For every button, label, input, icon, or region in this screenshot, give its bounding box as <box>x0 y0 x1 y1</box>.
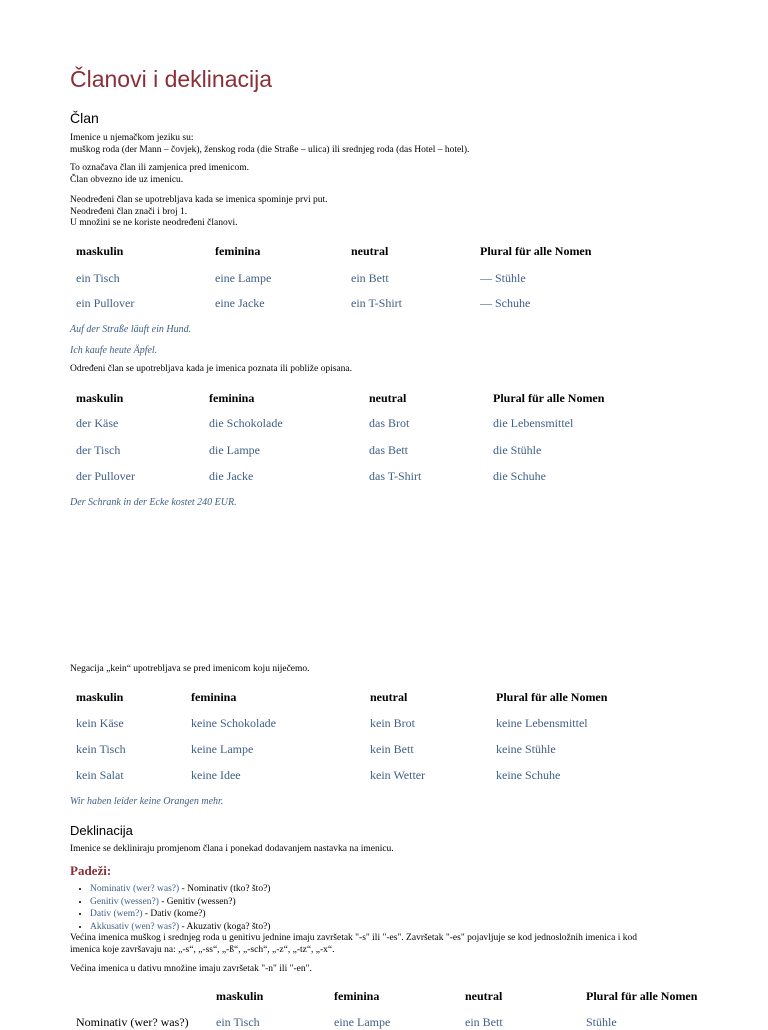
header-maskulin: maskulin <box>76 391 124 405</box>
table-cell: kein Salat <box>76 768 124 782</box>
header-feminina: feminina <box>191 690 237 704</box>
indefinite-paragraph <box>70 195 327 230</box>
table-cell: eine Lampe <box>215 271 272 285</box>
indefinite-line: Neodređeni član znači i broj 1. <box>70 206 188 217</box>
intro-line: Imenice u njemačkom jeziku su: <box>70 133 194 143</box>
example-sentence: Auf der Straße läuft ein Hund. <box>70 324 192 335</box>
negation-intro: Negacija „kein“ upotrebljava se pred imenicom koju niječemo. <box>70 664 310 674</box>
example-sentence: Der Schrank in der Ecke kostet 240 EUR. <box>70 497 237 508</box>
table-cell: Stühle <box>586 1015 617 1029</box>
table-cell: ein Pullover <box>76 296 135 310</box>
header-plural: Plural für alle Nomen <box>586 989 698 1003</box>
header-plural: Plural für alle Nomen <box>496 690 608 704</box>
table-cell: — Stühle <box>480 271 526 285</box>
article-line: To označava član ili zamjenica pred imenicom. <box>70 163 249 173</box>
table-cell: das Brot <box>369 416 410 430</box>
table-cell: ein Bett <box>465 1015 503 1029</box>
header-feminina: feminina <box>334 989 380 1003</box>
table-cell: ein Bett <box>351 271 389 285</box>
header-plural: Plural für alle Nomen <box>480 244 592 258</box>
table-cell: der Käse <box>76 416 119 430</box>
table-cell: die Lampe <box>209 443 260 457</box>
table-cell: ein T-Shirt <box>351 296 403 310</box>
header-neutral: neutral <box>370 690 408 704</box>
indefinite-line: Neodređeni član se upotrebljava kada se imenica spominje prvi put. <box>70 195 328 205</box>
intro-paragraph <box>70 133 469 156</box>
table-cell: der Tisch <box>76 443 121 457</box>
genitive-paragraph <box>70 933 637 956</box>
article-line: Član obvezno ide uz imenicu. <box>70 174 184 185</box>
cases-list <box>72 883 270 933</box>
table-cell: die Lebensmittel <box>493 416 574 430</box>
article-paragraph <box>70 163 249 186</box>
dative-plural-paragraph: Većina imenica u dativu množine imaju završetak "-n" ili "-en". <box>70 964 312 974</box>
table-cell: eine Jacke <box>215 296 265 310</box>
table-cell: keine Lebensmittel <box>496 716 588 730</box>
table-cell: Nominativ (wer? was?) <box>76 1015 189 1029</box>
declension-intro: Imenice se dekliniraju promjenom člana i ponekad dodavanjem nastavka na imenicu. <box>70 844 394 854</box>
header-plural: Plural für alle Nomen <box>493 391 605 405</box>
header-maskulin: maskulin <box>76 244 124 258</box>
example-sentence: Wir haben leider keine Orangen mehr. <box>70 796 224 807</box>
table-cell: ein Tisch <box>216 1015 260 1029</box>
intro-line: muškog roda (der Mann – čovjek), ženskog roda (die Straße – ulica) ili srednjeg roda (das Hotel – hotel). <box>70 144 470 155</box>
page-title: Članovi i deklinacija <box>70 66 272 92</box>
section-heading-clan: Član <box>70 110 99 126</box>
table-cell: kein Tisch <box>76 742 126 756</box>
list-item: • Nominativ (wer? was?) - Nominativ (tko? što?) <box>90 883 270 896</box>
table-cell: keine Lampe <box>191 742 254 756</box>
indefinite-line: U množini se ne koriste neodređeni članovi. <box>70 218 238 228</box>
table-cell: keine Schokolade <box>191 716 276 730</box>
header-maskulin: maskulin <box>76 690 124 704</box>
cases-heading: Padeži: <box>70 863 112 878</box>
section-heading-deklinacija: Deklinacija <box>70 823 133 838</box>
list-item: • Dativ (wem?) - Dativ (kome?) <box>90 908 270 921</box>
table-cell: kein Brot <box>370 716 415 730</box>
table-cell: der Pullover <box>76 469 135 483</box>
table-cell: ein Tisch <box>76 271 120 285</box>
genitive-line: Većina imenica muškog i srednjeg roda u genitivu jednine imaju završetak "-s" ili "-es". Završetak "-es" pojavljuje se kod jednosložnih imenica i kod <box>70 933 637 943</box>
example-sentence: Ich kaufe heute Äpfel. <box>70 345 158 356</box>
table-cell: — Schuhe <box>480 296 531 310</box>
header-feminina: feminina <box>209 391 255 405</box>
table-cell: kein Bett <box>370 742 414 756</box>
table-cell: die Jacke <box>209 469 254 483</box>
table-cell: die Schuhe <box>493 469 546 483</box>
header-neutral: neutral <box>369 391 407 405</box>
header-neutral: neutral <box>465 989 503 1003</box>
table-cell: keine Stühle <box>496 742 556 756</box>
header-feminina: feminina <box>215 244 261 258</box>
table-cell: keine Schuhe <box>496 768 561 782</box>
table-cell: eine Lampe <box>334 1015 391 1029</box>
header-neutral: neutral <box>351 244 389 258</box>
table-cell: die Stühle <box>493 443 542 457</box>
table-cell: kein Käse <box>76 716 124 730</box>
table-cell: das T-Shirt <box>369 469 422 483</box>
table-cell: das Bett <box>369 443 408 457</box>
definite-intro: Određeni član se upotrebljava kada je imenica poznata ili pobliže opisana. <box>70 364 352 374</box>
list-item: • Akkusativ (wen? was?) - Akuzativ (koga? što?) <box>90 921 270 934</box>
table-cell: die Schokolade <box>209 416 283 430</box>
table-cell: kein Wetter <box>370 768 426 782</box>
header-maskulin: maskulin <box>216 989 264 1003</box>
table-cell: keine Idee <box>191 768 241 782</box>
list-item: • Genitiv (wessen?) - Genitiv (wessen?) <box>90 896 270 909</box>
genitive-line: imenica koje završavaju na: „-s“, „-ss“, „-ß“, „-sch“, „-z“, „-tz“, „-x“. <box>70 944 335 955</box>
